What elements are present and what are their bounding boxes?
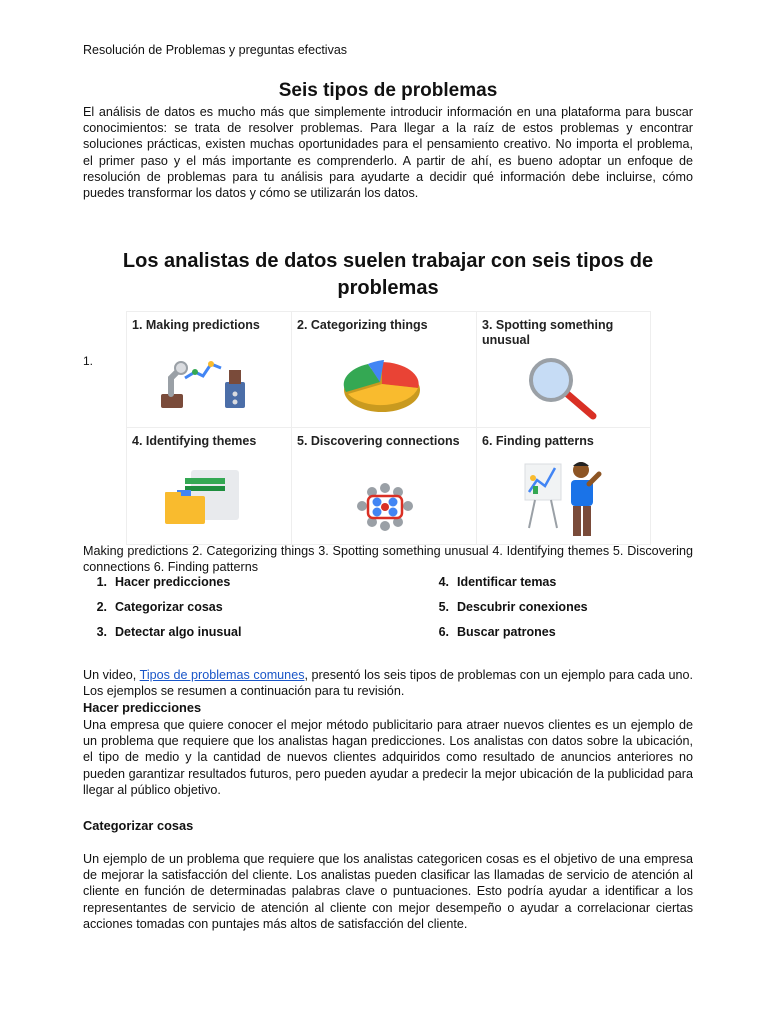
list-item <box>425 600 588 614</box>
intro-paragraph: El análisis de datos es mucho más que simplemente introducir información en una plataforma para buscar conocimientos: se trata de resolver problemas. Para llegar a la raíz de estos problemas y encontrar soluciones prácticas, existen muchas oportunidades para el pensamiento creativo. No importa el problema, el primer paso y el más importante es comprenderlo. A partir de ahí, es bueno adoptar un enfoque de resolución de problemas para tu análisis para ayudarte a decidir qué información debe incluirse, cómo puedes transformar los datos y cómo se utilizarán los datos. <box>83 105 693 201</box>
figure-cell-predictions <box>127 312 292 428</box>
section-heading-predictions: Hacer predicciones <box>83 700 202 715</box>
list-item-text: Categorizar cosas <box>115 600 223 614</box>
figure-cell-label: 5. Discovering connections <box>297 434 460 448</box>
figure-caption: Making predictions 2. Categorizing things 3. Spotting something unusual 4. Identifying themes 5. Discovering connections 6. Finding patterns <box>83 544 693 575</box>
list-item-text: Detectar algo inusual <box>115 625 242 639</box>
list-item <box>83 575 230 589</box>
list-item <box>83 600 223 614</box>
video-paragraph <box>83 667 693 699</box>
video-link[interactable]: Tipos de problemas comunes <box>139 668 305 682</box>
folder-files-icon <box>163 468 245 526</box>
magnifying-glass-icon <box>527 358 599 420</box>
figure-cell-unusual <box>477 312 650 428</box>
robot-arm-icon <box>159 356 249 412</box>
section-body-predictions: Una empresa que quiere conocer el mejor método publicitario para atraer nuevos clientes es un ejemplo de un problema que requiere que los analistas hagan predicciones. Los analistas con datos sobre la ubicación, el tipo de medio y la cantidad de nuevos clientes adquiridos como resultado de anuncios anteriores no pueden garantizar resultados futuros, pero pueden ayudar a predecir la mejor ubicación de la publicidad para llegar al público objetivo. <box>83 718 693 797</box>
video-text-after: , presentó los seis tipos de problemas con un ejemplo para cada uno. Los ejemplos se resumen a continuación para tu revisión. <box>83 668 694 699</box>
video-text-before: Un video, <box>83 668 140 682</box>
list-item-number: 5. <box>438 600 449 614</box>
list-item-number: 4. <box>438 575 449 589</box>
figure-cell-label: 2. Categorizing things <box>297 318 428 332</box>
pie-chart-icon <box>340 358 424 416</box>
document-header: Resolución de Problemas y preguntas efectivas <box>83 43 348 57</box>
figure-cell-categorizing <box>292 312 477 428</box>
person-chart-icon <box>523 456 609 542</box>
list-item-number: 2. <box>96 600 107 614</box>
list-item-text: Buscar patrones <box>457 625 556 639</box>
figure-cell-connections <box>292 428 477 544</box>
list-item <box>83 625 241 639</box>
page-title: Seis tipos de problemas <box>278 80 498 101</box>
list-item-text: Descubrir conexiones <box>457 600 588 614</box>
list-item-text: Identificar temas <box>457 575 557 589</box>
figure-cell-themes <box>127 428 292 544</box>
figure-cell-label: 4. Identifying themes <box>132 434 257 448</box>
figure-cell-label: 1. Making predictions <box>132 318 260 332</box>
list-item-number: 1. <box>96 575 107 589</box>
figure-number: 1. <box>83 354 94 368</box>
figure-cell-label: 6. Finding patterns <box>482 434 594 448</box>
list-item-number: 3. <box>96 625 107 639</box>
list-item-text: Hacer predicciones <box>115 575 231 589</box>
figure-cell-patterns <box>477 428 650 544</box>
list-item-number: 6. <box>438 625 449 639</box>
figure-cell-label: 3. Spotting something unusual <box>482 318 614 347</box>
network-dots-icon <box>350 478 420 538</box>
list-item <box>425 625 556 639</box>
section-heading-categorize: Categorizar cosas <box>83 818 194 833</box>
section-subtitle: Los analistas de datos suelen trabajar con seis tipos de problemas <box>122 250 654 299</box>
section-body-categorize: Un ejemplo de un problema que requiere que los analistas categoricen cosas es el objetivo de una empresa de mejorar la satisfacción del cliente. Los analistas pueden clasificar las llamadas de servicio de atención al cliente en función de determinadas palabras clave o puntuaciones. Esto podría ayudar a identificar a los representantes de servicio de atención al cliente con mejor desempeño o ayudar a correlacionar ciertas acciones tomadas con puntajes más altos de satisfacción del cliente. <box>83 852 693 931</box>
list-item <box>425 575 556 589</box>
six-problems-figure <box>126 311 651 545</box>
